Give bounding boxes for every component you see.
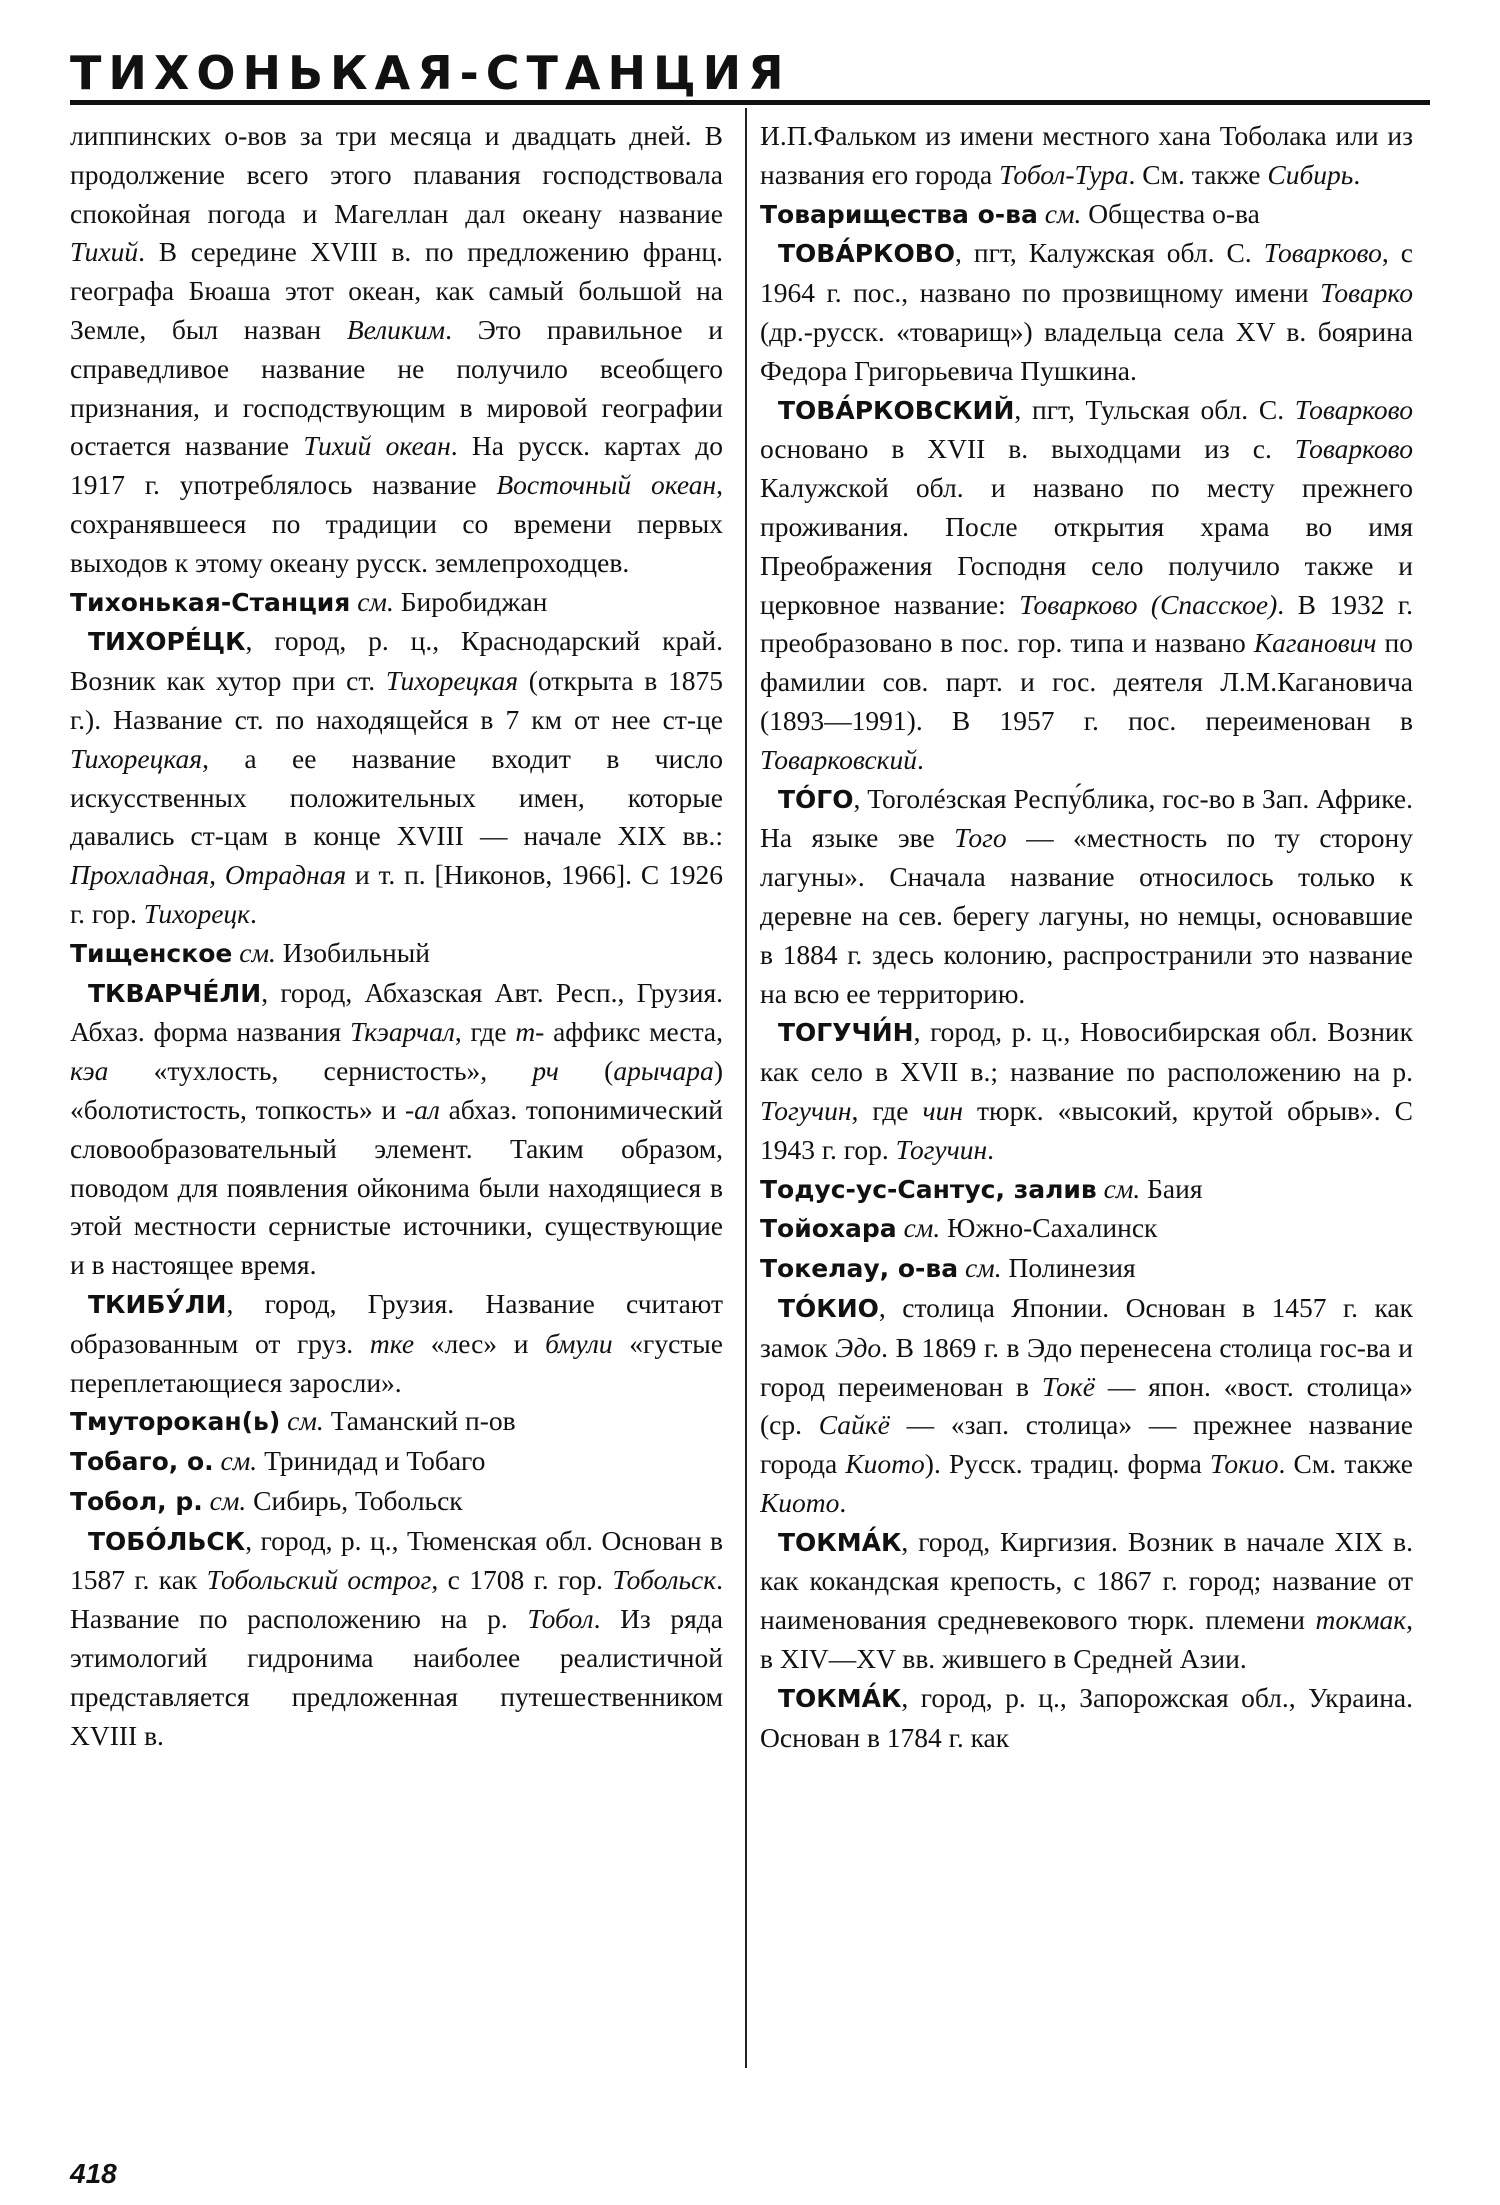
italic-text: Киото: [760, 1486, 840, 1518]
text-run: , в XIV—XV вв. жившего в Средней Азии.: [760, 1604, 1413, 1675]
text-run: и т. п. [Никонов, 1966]. С 1926 г. гор.: [70, 859, 723, 929]
italic-text: см.: [1037, 197, 1082, 229]
page-number: 418: [70, 2158, 117, 2189]
italic-text: Тихорецк: [143, 897, 251, 929]
headword: ТОКМА́К: [778, 1683, 902, 1713]
text-run: (: [558, 1055, 614, 1087]
cross-reference: [760, 1170, 1413, 1210]
text-run: . Из ряда этимологий гидронима наиболее реалистичной представляется предложенная путешественником XVIII в.: [70, 1603, 723, 1751]
cross-reference: [70, 1402, 723, 1442]
italic-text: см.: [202, 1484, 247, 1516]
italic-text: рч: [532, 1055, 559, 1087]
italic-text: см.: [896, 1212, 941, 1244]
entry-continuation: [70, 117, 723, 583]
italic-text: Тихий океан: [303, 430, 451, 462]
text-run: . Это правильное и справедливое название не получило всеобщего признания, и господствующим в мировой географии остается название: [70, 313, 723, 462]
text-run: . См. также: [1278, 1448, 1413, 1480]
cross-reference: [70, 1482, 723, 1522]
text-run: .: [987, 1133, 995, 1165]
text-run: Таманский п-ов: [323, 1405, 516, 1437]
text-run: аффикс места,: [544, 1016, 723, 1048]
italic-text: тке: [369, 1327, 415, 1359]
text-run: (открыта в 1875 г.). Название ст. по находящейся в 7 км от нее ст-це: [70, 665, 723, 735]
headword: Тодус-ус-Сантус, залив: [760, 1174, 1097, 1204]
text-run: Общества о-ва: [1081, 197, 1260, 229]
italic-text: Товарко: [1320, 277, 1413, 309]
cross-reference: [760, 1209, 1413, 1249]
text-run: .: [250, 897, 257, 929]
text-run: ) «болотистость, топкость» и: [70, 1055, 723, 1125]
text-run: , столица Японии. Основан в 1457 г. как замок: [760, 1291, 1413, 1363]
text-run: , Тоголéзская Респу́блика, гос-во в Зап. Африке. На языке эве: [760, 782, 1413, 854]
headword: ТКВАРЧÉЛИ: [88, 978, 262, 1008]
text-run: . В середине XVIII в. по предложению франц. географа Бюаша этот океан, как самый большой на Земле, был назван: [70, 236, 723, 345]
text-run: , город, Киргизия. Возник в начале XIX в. как кокандская крепость, с 1867 г. город; название от наименования средневекового тюрк. племени: [760, 1525, 1413, 1636]
italic-text: Тихорецкая: [70, 742, 203, 774]
dictionary-entry: [70, 622, 723, 933]
italic-text: Сибирь: [1267, 158, 1354, 190]
italic-text: бмули: [545, 1327, 613, 1359]
dictionary-entry: [70, 1285, 723, 1402]
headword: Товарищества о-ва: [760, 199, 1038, 229]
text-run: , сохранявшееся по традиции со времени первых выходов к этому океану русск. землепроходцев.: [70, 469, 723, 578]
dictionary-entry: [70, 974, 723, 1285]
text-run: , где: [454, 1016, 516, 1048]
text-run: Сибирь, Тобольск: [246, 1484, 463, 1516]
text-run: .: [1353, 158, 1361, 190]
dictionary-entry: [760, 1523, 1413, 1679]
dictionary-entry: [760, 234, 1413, 390]
text-run: И.П.Фальком из имени местного хана Тоболака или из названия его города: [760, 120, 1413, 190]
left-column: [70, 117, 723, 2117]
dictionary-entry: [760, 1013, 1413, 1169]
headword: Токелау, о-ва: [760, 1254, 959, 1284]
text-run: «густые переплетающиеся заросли».: [70, 1327, 723, 1398]
entry-continuation: [760, 117, 1413, 195]
text-run: Тринидад и Тобаго: [257, 1445, 486, 1477]
text-run: липпинских о-вов за три месяца и двадцать дней. В продолжение всего этого плавания господствовала спокойная погода и Магеллан дал океану название: [70, 120, 723, 229]
text-run: , город, р. ц., Краснодарский край. Возник как хутор при ст.: [70, 625, 723, 697]
text-run: .: [839, 1486, 847, 1518]
italic-text: Каганович: [1253, 627, 1377, 659]
text-run: Баия: [1140, 1172, 1203, 1204]
text-run: Калужской обл. и названо по месту прежнего проживания. После открытия храма во имя Преображения Господня село получило также и церковное название:: [760, 472, 1413, 620]
headword: Тмуторокан(ь): [70, 1407, 281, 1437]
headword: ТКИБУ́ЛИ: [88, 1289, 227, 1319]
text-run: , город, р. ц., Запорожская обл., Украина. Основан в 1784 г. как: [760, 1681, 1413, 1753]
text-run: , с 1708 г. гор.: [431, 1564, 613, 1596]
text-run: (др.-русск. «товарищ») владельца села XV в. боярина Федора Григорьевича Пушкина.: [760, 315, 1413, 386]
italic-text: Ткэарчал: [349, 1016, 455, 1048]
cross-reference: [70, 1442, 723, 1482]
italic-text: -ал: [404, 1093, 440, 1125]
text-run: Полинезия: [1001, 1252, 1136, 1284]
text-run: тюрк. «высокий, крутой обрыв». С 1943 г. гор.: [760, 1094, 1413, 1165]
text-run: . См. также: [1128, 158, 1268, 190]
text-run: — «зап. столица» — прежнее название города: [760, 1409, 1413, 1480]
text-run: Изобильный: [275, 936, 430, 968]
text-run: «тухлость, сернистость»,: [108, 1055, 533, 1087]
italic-text: Тихий: [70, 236, 139, 268]
italic-text: Товарковский: [760, 743, 918, 775]
headword: ТÓГО: [778, 784, 854, 814]
dictionary-entry: [760, 1289, 1413, 1523]
text-run: Биробиджан: [393, 585, 548, 617]
italic-text: Тобольск: [612, 1564, 717, 1596]
headword: ТОВА́РКОВО: [778, 239, 956, 269]
text-run: , где: [851, 1094, 923, 1126]
headword: ТОВА́РКОВСКИЙ: [778, 395, 1015, 425]
text-run: , пгт, Калужская обл. С.: [955, 237, 1264, 269]
text-run: по фамилии сов. парт. и гос. деятеля Л.М.Кагановича (1893—1991). В 1957 г. пос. переименован в: [760, 627, 1413, 736]
text-run: «лес» и: [414, 1327, 546, 1359]
italic-text: см.: [1096, 1172, 1141, 1204]
italic-text: токмак: [1315, 1604, 1407, 1636]
headword: ТИХОРÉЦК: [88, 627, 246, 657]
cross-reference: [70, 934, 723, 974]
italic-text: Тихорецкая: [385, 665, 518, 697]
italic-text: Прохладная, Отрадная: [70, 859, 347, 891]
cross-reference: [760, 195, 1413, 235]
italic-text: Киото: [845, 1448, 925, 1480]
italic-text: см.: [350, 585, 394, 617]
text-run: ). Русск. традиц. форма: [924, 1448, 1211, 1480]
header-title: ТИХОНЬКАЯ-СТАНЦИЯ: [70, 46, 791, 100]
text-run: , а ее название входит в число искусственных положительных имен, которые давались ст-цам в конце XVIII — начале XIX вв.:: [70, 742, 723, 852]
headword: Тихонькая-Станция: [70, 587, 351, 617]
headword: Тищенское: [70, 938, 233, 968]
text-run: . В 1932 г. преобразовано в пос. гор. типа и названо: [760, 588, 1413, 659]
column-divider: [745, 108, 747, 2068]
italic-text: чин: [922, 1094, 964, 1126]
text-run: абхаз. топонимический словообразовательный элемент. Таким образом, поводом для появления ойконима были находящиеся в этой местности сернистые источники, существующие и в настоящее время.: [70, 1093, 723, 1281]
headword: ТОКМА́К: [778, 1527, 902, 1557]
text-run: основано в XVII в. выходцами из с.: [760, 433, 1295, 465]
dictionary-entry: [760, 780, 1413, 1014]
italic-text: т-: [515, 1016, 545, 1048]
text-run: , город, р. ц., Тюменская обл. Основан в 1587 г. как: [70, 1524, 723, 1596]
dictionary-entry: [760, 391, 1413, 780]
text-run: , город, Абхазская Авт. Респ., Грузия. Абхаз. форма названия: [70, 976, 723, 1048]
italic-text: Сайкё: [818, 1409, 890, 1441]
headword: ТОБÓЛЬСК: [88, 1526, 246, 1556]
italic-text: Товарково: [1294, 433, 1413, 465]
cross-reference: [760, 1249, 1413, 1289]
italic-text: Тобольский острог: [206, 1564, 432, 1596]
italic-text: Великим: [346, 313, 446, 345]
text-run: , город, р. ц., Новосибирская обл. Возник как село в XVII в.; название по расположению на р.: [760, 1016, 1413, 1088]
headword: Тобол, р.: [70, 1486, 203, 1516]
italic-text: см.: [232, 936, 276, 968]
italic-text: Тобол-Тура: [999, 158, 1129, 190]
text-run: . В 1869 г. в Эдо перенесена столица гос-ва и город переименован в: [760, 1331, 1413, 1402]
headword: Тобаго, о.: [70, 1447, 214, 1477]
italic-text: Товарково (Спасское): [1019, 588, 1278, 620]
headword: ТÓКИО: [778, 1293, 879, 1323]
headword: Тойохара: [760, 1214, 897, 1244]
dictionary-entry: [760, 1679, 1413, 1758]
text-run: , пгт, Тульская обл. С.: [1014, 393, 1295, 425]
italic-text: Токио: [1210, 1448, 1279, 1480]
headword: ТОГУЧИ́Н: [778, 1018, 914, 1048]
dictionary-entry: [70, 1522, 723, 1756]
text-run: — япон. «вост. столица» (ср.: [760, 1370, 1413, 1441]
italic-text: см.: [213, 1445, 258, 1477]
text-run: , с 1964 г. пос., названо по прозвищному имени: [760, 237, 1413, 309]
italic-text: Товарково: [1294, 393, 1413, 425]
text-run: .: [917, 743, 924, 775]
italic-text: Восточный океан: [496, 469, 717, 501]
italic-text: Тогучин: [895, 1133, 988, 1165]
text-run: Южно-Сахалинск: [940, 1212, 1158, 1244]
right-column: [760, 117, 1413, 2117]
italic-text: Того: [954, 822, 1007, 854]
running-header: [70, 42, 1430, 105]
italic-text: Тобол: [527, 1603, 594, 1635]
italic-text: Товарково: [1263, 237, 1382, 269]
text-run: . На русск. картах до 1917 г. употреблялось название: [70, 430, 723, 501]
italic-text: см.: [280, 1405, 324, 1437]
text-run: , город, Грузия. Название считают образованным от груз.: [70, 1287, 723, 1359]
italic-text: Эдо: [835, 1331, 882, 1363]
italic-text: Тогучин: [760, 1094, 852, 1126]
italic-text: арычара: [613, 1055, 714, 1087]
cross-reference: [70, 583, 723, 623]
italic-text: см.: [958, 1252, 1002, 1284]
text-run: — «местность по ту сторону лагуны». Сначала название относилось только к деревне на сев. берегу лагуны, но немцы, основавшие в 1884 г. здесь колонию, распространили это название на всю ее территорию.: [760, 822, 1413, 1009]
italic-text: Токё: [1041, 1370, 1095, 1402]
italic-text: кэа: [70, 1055, 109, 1087]
text-run: . Название по расположению на р.: [70, 1564, 723, 1635]
